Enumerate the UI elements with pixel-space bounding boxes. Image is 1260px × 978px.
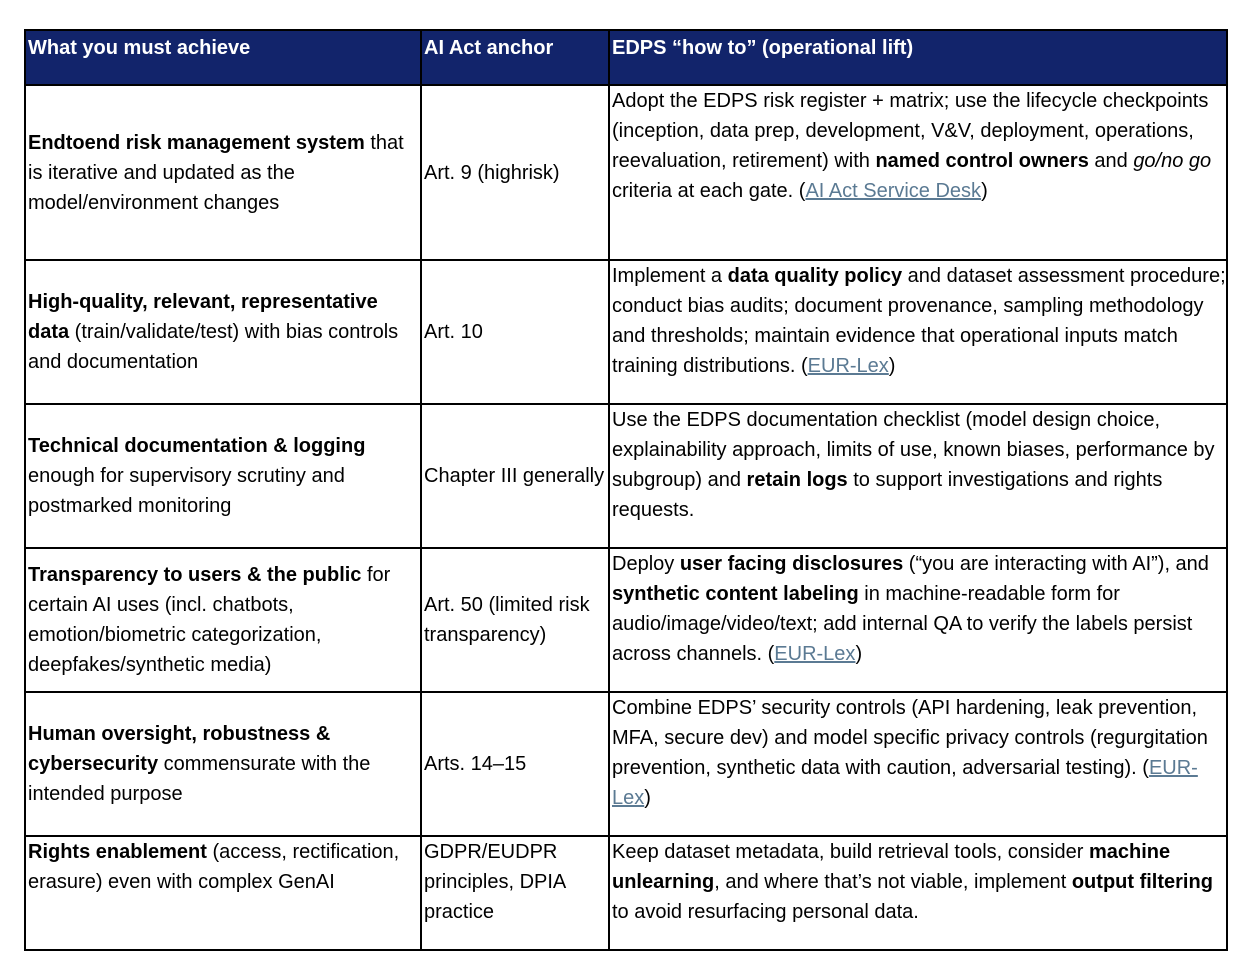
anchor-cell: Chapter III generally (421, 404, 609, 548)
achieve-cell: Transparency to users & the public for certain AI uses (incl. chatbots, emotion/biometric categorization, deepfakes/synthetic media) (25, 548, 421, 692)
table-row (25, 836, 1227, 950)
header-edps-how-to: EDPS “how to” (operational lift) (609, 30, 1227, 85)
link-eur-lex[interactable]: EUR-Lex (807, 355, 889, 377)
table-row (25, 85, 1227, 260)
howto-cell: Use the EDPS documentation checklist (model design choice, explainability approach, limits of use, known biases, performance by subgroup) and retain logs to support investigations and rights requests. (609, 404, 1227, 548)
achieve-cell: Human oversight, robustness & cybersecurity commensurate with the intended purpose (25, 692, 421, 836)
header-what-you-must-achieve: What you must achieve (25, 30, 421, 85)
howto-cell: Keep dataset metadata, build retrieval tools, consider machine unlearning, and where that’s not viable, implement output filtering to avoid resurfacing personal data. (609, 836, 1227, 950)
anchor-cell: GDPR/EUDPR principles, DPIA practice (421, 836, 609, 950)
table-row (25, 404, 1227, 548)
howto-cell: Deploy user facing disclosures (“you are interacting with AI”), and synthetic content labeling in machine-readable form for audio/image/video/text; add internal QA to verify the labels persist across channels. (EUR-Lex) (609, 548, 1227, 692)
header-ai-act-anchor: AI Act anchor (421, 30, 609, 85)
achieve-cell: Endtoend risk management system that is iterative and updated as the model/environment changes (25, 85, 421, 260)
header-row (25, 30, 1227, 85)
anchor-cell: Art. 10 (421, 260, 609, 404)
anchor-cell: Art. 9 (highrisk) (421, 85, 609, 260)
howto-cell: Implement a data quality policy and dataset assessment procedure; conduct bias audits; document provenance, sampling methodology and thresholds; maintain evidence that operational inputs match training distributions. (EUR-Lex) (609, 260, 1227, 404)
anchor-cell: Art. 50 (limited risk transparency) (421, 548, 609, 692)
howto-cell: Adopt the EDPS risk register + matrix; use the lifecycle checkpoints (inception, data prep, development, V&V, deployment, operations, reevaluation, retirement) with named control owners and go/no go criteria at each gate. (AI Act Service Desk) (609, 85, 1227, 260)
link-ai-act-service-desk[interactable]: AI Act Service Desk (805, 180, 982, 202)
achieve-cell: High-quality, relevant, representative data (train/validate/test) with bias controls and documentation (25, 260, 421, 404)
achieve-cell: Rights enablement (access, rectification, erasure) even with complex GenAI (25, 836, 421, 950)
link-eur-lex[interactable]: EUR-Lex (774, 643, 856, 665)
anchor-cell: Arts. 14–15 (421, 692, 609, 836)
table-row (25, 260, 1227, 404)
table-row (25, 692, 1227, 836)
requirements-table (24, 29, 1228, 951)
achieve-cell: Technical documentation & logging enough for supervisory scrutiny and postmarked monitoring (25, 404, 421, 548)
link-eur-lex[interactable]: EUR-Lex (612, 757, 1198, 809)
table-row (25, 548, 1227, 692)
howto-cell: Combine EDPS’ security controls (API hardening, leak prevention, MFA, secure dev) and model specific privacy controls (regurgitation prevention, synthetic data with caution, adversarial testing). (EUR-Lex) (609, 692, 1227, 836)
